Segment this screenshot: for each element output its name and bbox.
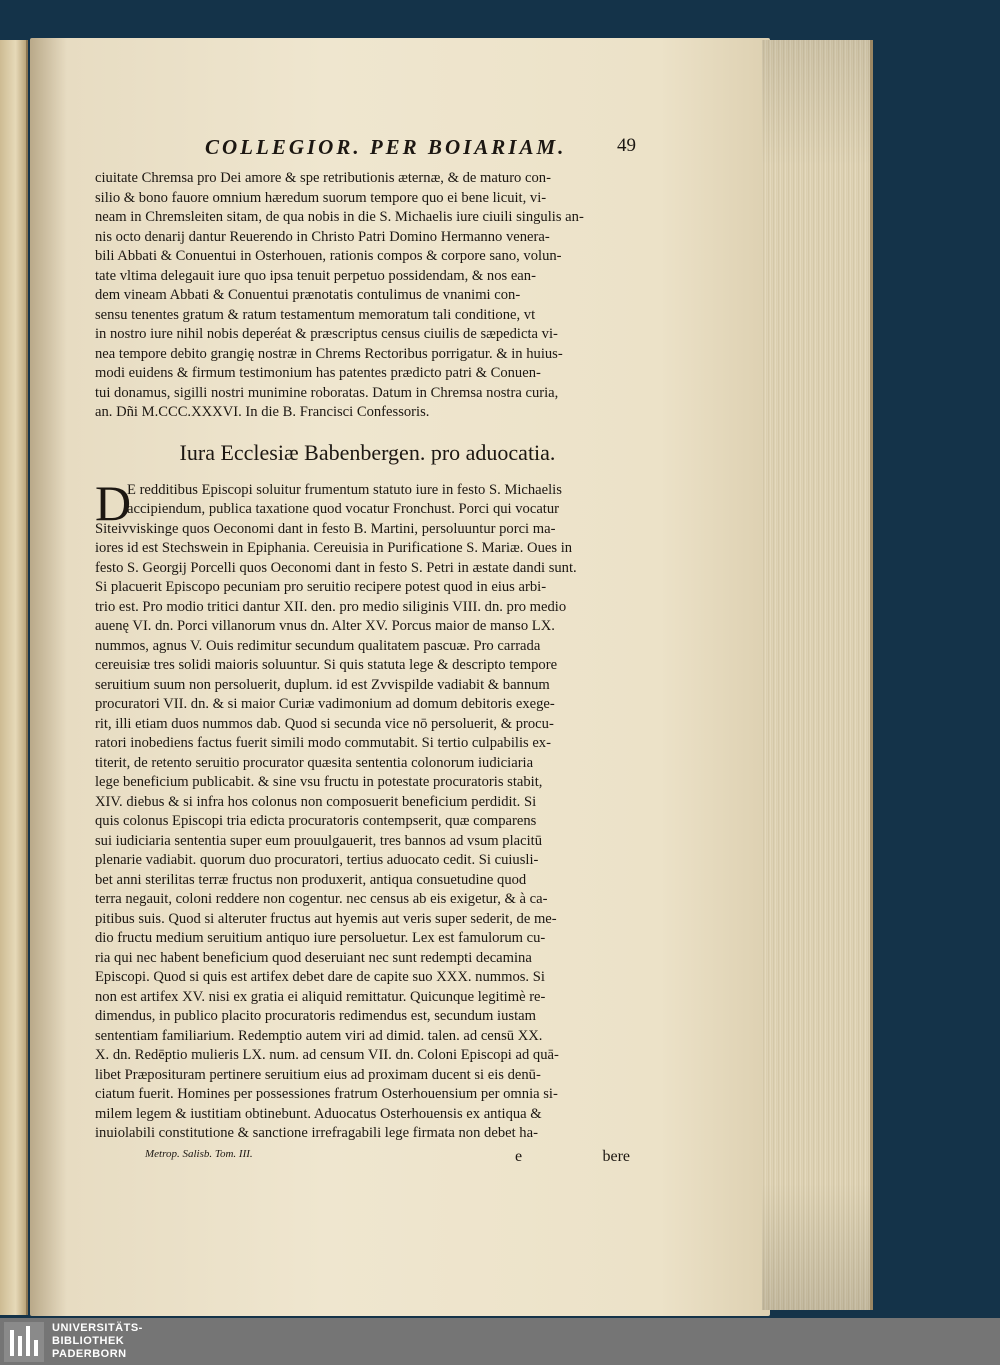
page-footer xyxy=(95,1148,640,1168)
page-text xyxy=(95,135,640,1168)
text-line: ciatum fuerit. Homines per possessiones fratrum Osterhouensium per omnia si- xyxy=(95,1086,558,1102)
text-line: dem vineam Abbati & Conuentui prænotatis contulimus de vnanimi con- xyxy=(95,287,521,303)
text-line: nis octo denarij dantur Reuerendo in Christo Patri Domino Hermanno venera- xyxy=(95,228,550,245)
page-block-shading xyxy=(762,40,870,1310)
page-number: 49 xyxy=(617,135,636,156)
text-line: bili Abbati & Conuentui in Osterhouen, rationis compos & corpore sano, volun- xyxy=(95,248,562,264)
text-line: sensu tenentes gratum & ratum testamentum memoratum tali conditione, vt xyxy=(95,306,536,323)
signature-line: Metrop. Salisb. Tom. III. xyxy=(145,1147,253,1160)
text-line: iores id est Stechswein in Epiphania. Cereuisia in Purificatione S. Mariæ. Oues in xyxy=(95,540,573,556)
text-line: ria qui nec habent beneficium quod deseruiant nec sunt redempti decamina xyxy=(95,949,532,966)
text-line: in nostro iure nihil nobis deperéat & præscriptus census ciuilis de sæpedicta vi- xyxy=(95,326,558,342)
library-name xyxy=(52,1322,143,1361)
text-line: titerit, de retento seruitio procurator quæsita sententia colonorum iudiciaria xyxy=(95,754,534,771)
text-line: cereuisiæ tres solidi maioris soluuntur. Si quis statuta lege & descripto tempore xyxy=(95,657,558,673)
section-title: Iura Ecclesiæ Babenbergen. pro aduocatia. xyxy=(179,439,556,465)
library-name-line: UNIVERSITÄTS- xyxy=(52,1322,143,1334)
library-name-line: BIBLIOTHEK xyxy=(52,1335,125,1347)
text-line: Siteivviskinge quos Oeconomi dant in festo B. Martini, persoluuntur porci ma- xyxy=(95,520,556,537)
text-line: ratori inobediens factus fuerit simili modo commutabit. Si tertio culpabilis ex- xyxy=(95,735,551,751)
text-line: auenę VI. dn. Porci villanorum vnus dn. Alter XV. Porcus maior de manso LX. xyxy=(95,618,555,634)
left-page-edge xyxy=(0,40,28,1315)
text-line: milem legem & iustitiam obtinebunt. Aduocatus Osterhouensis ex antiqua & xyxy=(95,1105,542,1122)
text-line: trio est. Pro modio tritici dantur XII. den. pro medio siliginis VIII. dn. pro medio xyxy=(95,598,567,615)
running-head: COLLEGIOR. PER BOIARIAM. xyxy=(205,135,567,159)
text-line: terra negauit, coloni reddere non cogentur. nec census ab eis exigetur, & à ca- xyxy=(95,891,548,907)
text-line: X. dn. Redēptio mulieris LX. num. ad censum VII. dn. Coloni Episcopi ad quā- xyxy=(95,1047,559,1063)
text-line: ciuitate Chremsa pro Dei amore & spe retributionis æternæ, & de maturo con- xyxy=(95,170,551,186)
text-line: procuratori VII. dn. & si maior Curiæ vadimonium ad domum debitoris exege- xyxy=(95,696,555,712)
text-line: Episcopi. Quod si quis est artifex debet dare de capite suo XXX. nummos. Si xyxy=(95,969,545,985)
text-line: bet anni sterilitas terræ fructus non produxerit, antiqua consuetudine quod xyxy=(95,871,527,888)
text-line: inuiolabili constitutione & sanctione irrefragabili lege firmata non debet ha- xyxy=(95,1125,538,1141)
text-line: dio fructu medium seruitium antiquo iure persoluetur. Lex est famulorum cu- xyxy=(95,930,546,946)
text-line: nea tempore debito grangię nostræ in Chrems Rectoribus porrigatur. & in huius- xyxy=(95,345,563,362)
text-line: dimendus, in publico placito procuratoris redimendus est, secundum iustam xyxy=(95,1008,536,1024)
charter-paragraph xyxy=(95,169,640,423)
text-line: Si placuerit Episcopo pecuniam pro seruitio recipere potest quod in eius arbi- xyxy=(95,579,547,595)
signature-mark: e xyxy=(515,1147,523,1165)
text-line: sui iudiciaria sententia super eum prouulgauerit, tres bannos ad vsum placitū xyxy=(95,832,543,849)
text-line: XIV. diebus & si infra hos colonus non composuerit beneficium perdidit. Si xyxy=(95,793,537,810)
text-line: festo S. Georgij Porcelli quos Oeconomi dant in festo S. Petri in æstate dandi sunt. xyxy=(95,559,577,576)
text-line: E redditibus Episcopi soluitur frumentum statuto iure in festo S. Michaelis xyxy=(127,481,562,498)
text-line: pitibus suis. Quod si alteruter fructus aut hyemis aut veris super sederit, de me- xyxy=(95,910,557,927)
text-line: seruitium suum non persoluerit, duplum. id est Zvvispilde vadiabit & bannum xyxy=(95,676,550,693)
text-line: sententiam familiarium. Redemptio autem viri ad dimid. talen. ad censū XX. xyxy=(95,1027,543,1044)
catchword: bere xyxy=(602,1147,630,1165)
page-header xyxy=(95,135,640,163)
body-paragraph xyxy=(95,474,640,1144)
text-line: silio & bono fauore omnium hæredum suorum tempore quo ei bene licuit, vi- xyxy=(95,189,547,206)
library-name-line: PADERBORN xyxy=(52,1348,127,1360)
text-line: libet Præposituram pertinere seruitium eius ad proximam ducent si eis denū- xyxy=(95,1066,541,1083)
text-line: tate vltima delegauit iure quo ipsa tenuit perpetuo possidendam, & nos ean- xyxy=(95,267,536,284)
library-logo-icon xyxy=(4,1322,44,1362)
text-line: nummos, agnus V. Ouis redimitur secundum qualitatem pascuæ. Pro carrada xyxy=(95,637,541,654)
text-line: non est artifex XV. nisi ex gratia ei aliquid remittatur. Quicunque legitimè re- xyxy=(95,988,546,1005)
text-line: neam in Chremsleiten sitam, de qua nobis in die S. Michaelis iure ciuili singulis an- xyxy=(95,209,584,225)
text-line: plenarie vadiabit. quorum duo procuratori, tertius aduocato cedit. Si cuiusli- xyxy=(95,852,539,868)
library-banner xyxy=(0,1318,1000,1365)
text-line: tui donamus, sigilli nostri munimine roboratas. Datum in Chremsa nostra curia, xyxy=(95,384,559,401)
text-line: lege beneficium publicabit. & sine vsu fructu in potestate procuratoris stabit, xyxy=(95,774,543,790)
text-line: an. Dñi M.CCC.XXXVI. In die B. Francisci Confessoris. xyxy=(95,404,430,420)
drop-capital: D xyxy=(95,474,132,531)
text-line: accipiendum, publica taxatione quod vocatur Fronchust. Porci qui vocatur xyxy=(127,501,560,517)
text-line: modi euidens & firmum testimonium has patentes prædicto patri & Conuen- xyxy=(95,365,541,381)
text-line: quis colonus Episcopi tria edicta procuratoris contempserit, quæ comparens xyxy=(95,813,537,829)
text-line: rit, illi etiam duos nummos dab. Quod si secunda vice nō persoluerit, & procu- xyxy=(95,715,554,732)
